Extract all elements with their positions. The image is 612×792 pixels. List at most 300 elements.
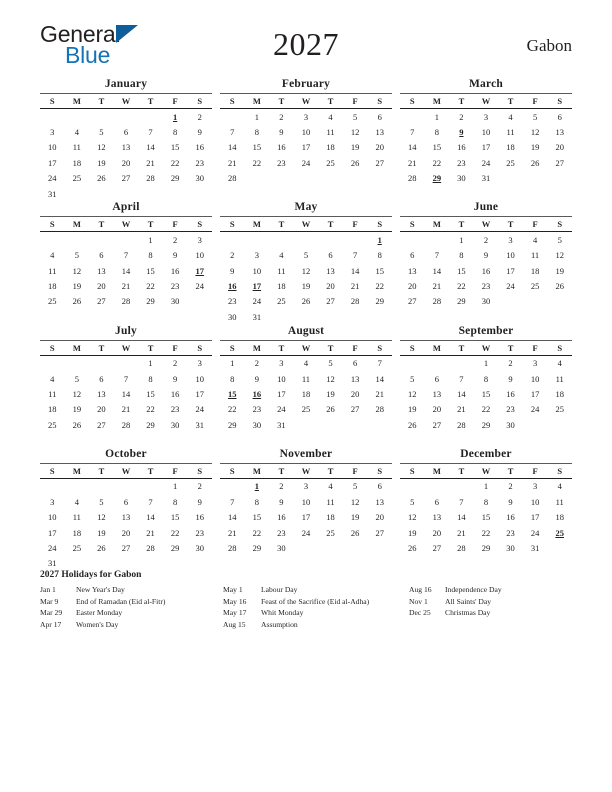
day-cell[interactable]: 20: [121, 527, 131, 538]
day-cell[interactable]: 25: [326, 527, 335, 538]
day-cell[interactable]: 11: [48, 265, 57, 276]
day-cell[interactable]: 26: [530, 157, 540, 168]
day-cell[interactable]: 30: [481, 296, 491, 307]
day-cell[interactable]: 6: [557, 111, 562, 122]
day-cell[interactable]: 24: [530, 527, 540, 538]
day-cell[interactable]: 5: [532, 111, 538, 122]
day-cell[interactable]: 27: [121, 542, 131, 553]
day-cell-holiday[interactable]: 9: [459, 127, 464, 138]
day-cell[interactable]: 20: [375, 142, 384, 153]
day-cell[interactable]: 3: [483, 111, 489, 122]
day-cell[interactable]: 26: [72, 419, 82, 430]
day-cell[interactable]: 7: [123, 373, 129, 384]
day-cell[interactable]: 5: [352, 111, 358, 122]
day-cell[interactable]: 8: [434, 127, 439, 138]
day-cell[interactable]: 12: [97, 512, 106, 523]
day-cell-holiday[interactable]: 1: [377, 234, 382, 245]
day-cell[interactable]: 5: [410, 373, 415, 384]
day-cell[interactable]: 18: [277, 281, 286, 292]
day-cell[interactable]: 15: [252, 142, 262, 153]
day-cell[interactable]: 19: [301, 281, 311, 292]
day-cell[interactable]: 22: [252, 527, 262, 538]
day-cell[interactable]: 12: [301, 265, 311, 276]
day-cell-holiday[interactable]: 15: [228, 388, 237, 399]
day-cell[interactable]: 10: [506, 250, 515, 261]
day-cell[interactable]: 3: [303, 111, 309, 122]
day-cell[interactable]: 25: [72, 173, 82, 184]
day-cell[interactable]: 19: [97, 157, 106, 168]
day-cell[interactable]: 31: [195, 419, 204, 430]
day-cell[interactable]: 5: [303, 250, 309, 261]
day-cell[interactable]: 9: [230, 265, 235, 276]
day-cell[interactable]: 27: [375, 157, 384, 168]
day-cell[interactable]: 14: [228, 512, 237, 523]
day-cell[interactable]: 17: [506, 265, 515, 276]
day-cell[interactable]: 20: [350, 388, 360, 399]
day-cell[interactable]: 12: [408, 388, 417, 399]
day-cell[interactable]: 17: [301, 512, 311, 523]
day-cell[interactable]: 3: [532, 481, 538, 492]
day-cell[interactable]: 19: [530, 142, 540, 153]
day-cell[interactable]: 27: [350, 404, 360, 415]
day-cell[interactable]: 8: [254, 496, 259, 507]
day-cell[interactable]: 7: [434, 250, 439, 261]
day-cell[interactable]: 14: [457, 512, 466, 523]
day-cell[interactable]: 12: [97, 142, 106, 153]
day-cell[interactable]: 21: [228, 527, 237, 538]
day-cell[interactable]: 14: [375, 373, 384, 384]
day-cell[interactable]: 18: [326, 142, 335, 153]
day-cell[interactable]: 15: [146, 265, 155, 276]
day-cell[interactable]: 30: [506, 419, 515, 430]
day-cell[interactable]: 25: [506, 157, 515, 168]
day-cell[interactable]: 15: [481, 388, 491, 399]
day-cell[interactable]: 10: [481, 127, 491, 138]
day-cell[interactable]: 10: [277, 373, 286, 384]
day-cell[interactable]: 1: [459, 234, 464, 245]
day-cell-holiday[interactable]: 29: [432, 173, 442, 184]
day-cell[interactable]: 25: [326, 157, 335, 168]
day-cell[interactable]: 13: [375, 127, 384, 138]
day-cell[interactable]: 9: [508, 373, 513, 384]
day-cell[interactable]: 8: [172, 496, 178, 507]
day-cell-holiday[interactable]: 17: [195, 265, 204, 276]
day-cell[interactable]: 26: [555, 281, 564, 292]
day-cell[interactable]: 8: [148, 373, 153, 384]
day-cell[interactable]: 10: [530, 496, 540, 507]
day-cell[interactable]: 4: [328, 481, 333, 492]
day-cell[interactable]: 20: [121, 157, 131, 168]
day-cell[interactable]: 11: [301, 373, 311, 384]
day-cell[interactable]: 11: [72, 512, 81, 523]
day-cell[interactable]: 21: [375, 388, 384, 399]
day-cell[interactable]: 15: [457, 265, 466, 276]
day-cell[interactable]: 20: [555, 142, 564, 153]
day-cell[interactable]: 18: [506, 142, 515, 153]
day-cell[interactable]: 3: [197, 234, 202, 245]
day-cell[interactable]: 14: [457, 388, 466, 399]
day-cell[interactable]: 24: [277, 404, 286, 415]
day-cell[interactable]: 16: [506, 512, 515, 523]
day-cell[interactable]: 25: [277, 296, 286, 307]
day-cell[interactable]: 11: [48, 388, 57, 399]
day-cell[interactable]: 3: [508, 234, 513, 245]
day-cell[interactable]: 27: [97, 419, 106, 430]
day-cell[interactable]: 22: [146, 281, 155, 292]
day-cell[interactable]: 14: [121, 388, 131, 399]
day-cell[interactable]: 21: [350, 281, 360, 292]
day-cell[interactable]: 21: [228, 157, 237, 168]
day-cell[interactable]: 19: [97, 527, 106, 538]
day-cell[interactable]: 26: [408, 542, 417, 553]
day-cell[interactable]: 3: [254, 250, 259, 261]
day-cell[interactable]: 4: [303, 358, 309, 369]
day-cell[interactable]: 10: [530, 373, 540, 384]
day-cell[interactable]: 11: [326, 127, 335, 138]
day-cell[interactable]: 23: [170, 281, 180, 292]
day-cell[interactable]: 16: [170, 265, 180, 276]
day-cell[interactable]: 20: [326, 281, 335, 292]
day-cell[interactable]: 28: [121, 296, 131, 307]
day-cell[interactable]: 26: [408, 419, 417, 430]
day-cell[interactable]: 28: [228, 542, 237, 553]
day-cell[interactable]: 16: [195, 142, 204, 153]
day-cell[interactable]: 2: [459, 111, 464, 122]
day-cell[interactable]: 8: [254, 127, 259, 138]
day-cell[interactable]: 6: [123, 127, 129, 138]
day-cell[interactable]: 6: [328, 250, 333, 261]
day-cell[interactable]: 19: [72, 404, 82, 415]
day-cell[interactable]: 25: [555, 404, 564, 415]
day-cell[interactable]: 3: [50, 496, 55, 507]
day-cell[interactable]: 3: [532, 358, 538, 369]
day-cell[interactable]: 25: [48, 296, 57, 307]
day-cell[interactable]: 30: [170, 419, 180, 430]
day-cell[interactable]: 2: [172, 358, 178, 369]
day-cell[interactable]: 10: [195, 373, 204, 384]
day-cell-holiday[interactable]: 25: [555, 527, 564, 538]
day-cell[interactable]: 15: [432, 142, 442, 153]
day-cell[interactable]: 20: [375, 512, 384, 523]
day-cell[interactable]: 29: [170, 542, 180, 553]
day-cell[interactable]: 16: [506, 388, 515, 399]
day-cell[interactable]: 17: [48, 527, 57, 538]
day-cell[interactable]: 5: [328, 358, 333, 369]
day-cell[interactable]: 26: [301, 296, 311, 307]
day-cell[interactable]: 28: [457, 542, 466, 553]
day-cell[interactable]: 14: [121, 265, 131, 276]
day-cell[interactable]: 12: [530, 127, 540, 138]
day-cell[interactable]: 4: [508, 111, 513, 122]
day-cell[interactable]: 11: [326, 496, 335, 507]
day-cell[interactable]: 28: [146, 173, 155, 184]
day-cell[interactable]: 15: [146, 388, 155, 399]
day-cell[interactable]: 6: [352, 358, 358, 369]
day-cell[interactable]: 3: [50, 127, 55, 138]
day-cell[interactable]: 9: [254, 373, 259, 384]
day-cell[interactable]: 1: [172, 481, 178, 492]
day-cell[interactable]: 16: [481, 265, 491, 276]
day-cell[interactable]: 5: [99, 127, 104, 138]
day-cell[interactable]: 7: [377, 358, 382, 369]
day-cell[interactable]: 9: [172, 373, 178, 384]
day-cell[interactable]: 28: [350, 296, 360, 307]
day-cell[interactable]: 13: [97, 265, 106, 276]
day-cell[interactable]: 1: [483, 358, 489, 369]
day-cell[interactable]: 31: [252, 311, 262, 322]
day-cell[interactable]: 28: [121, 419, 131, 430]
day-cell[interactable]: 25: [72, 542, 82, 553]
day-cell[interactable]: 2: [508, 481, 513, 492]
day-cell[interactable]: 19: [408, 404, 417, 415]
day-cell[interactable]: 5: [74, 250, 79, 261]
day-cell[interactable]: 7: [410, 127, 415, 138]
day-cell[interactable]: 11: [506, 127, 515, 138]
day-cell[interactable]: 23: [228, 296, 237, 307]
day-cell[interactable]: 19: [72, 281, 82, 292]
day-cell[interactable]: 7: [148, 496, 153, 507]
day-cell[interactable]: 18: [72, 527, 82, 538]
day-cell[interactable]: 2: [230, 250, 235, 261]
day-cell[interactable]: 21: [146, 527, 155, 538]
day-cell[interactable]: 21: [432, 281, 442, 292]
day-cell[interactable]: 13: [375, 496, 384, 507]
day-cell[interactable]: 26: [97, 173, 106, 184]
day-cell[interactable]: 30: [228, 311, 237, 322]
day-cell[interactable]: 20: [97, 404, 106, 415]
day-cell[interactable]: 24: [195, 281, 204, 292]
day-cell[interactable]: 23: [195, 157, 204, 168]
day-cell[interactable]: 16: [195, 512, 204, 523]
day-cell[interactable]: 28: [432, 296, 442, 307]
day-cell[interactable]: 5: [352, 481, 358, 492]
day-cell[interactable]: 10: [301, 496, 311, 507]
day-cell[interactable]: 21: [146, 157, 155, 168]
day-cell[interactable]: 15: [170, 142, 180, 153]
day-cell[interactable]: 13: [432, 512, 442, 523]
day-cell[interactable]: 2: [197, 481, 202, 492]
day-cell[interactable]: 29: [375, 296, 384, 307]
day-cell[interactable]: 29: [170, 173, 180, 184]
day-cell[interactable]: 2: [279, 111, 284, 122]
day-cell[interactable]: 9: [483, 250, 489, 261]
day-cell[interactable]: 3: [279, 358, 284, 369]
day-cell[interactable]: 8: [459, 250, 464, 261]
day-cell[interactable]: 3: [303, 481, 309, 492]
day-cell[interactable]: 1: [483, 481, 489, 492]
day-cell[interactable]: 29: [228, 419, 237, 430]
day-cell[interactable]: 10: [48, 142, 57, 153]
day-cell[interactable]: 24: [481, 157, 491, 168]
day-cell[interactable]: 8: [483, 373, 489, 384]
day-cell[interactable]: 23: [252, 404, 262, 415]
day-cell[interactable]: 20: [432, 527, 442, 538]
day-cell[interactable]: 16: [277, 142, 286, 153]
day-cell[interactable]: 13: [408, 265, 417, 276]
day-cell[interactable]: 17: [481, 142, 491, 153]
day-cell[interactable]: 14: [432, 265, 442, 276]
day-cell[interactable]: 20: [97, 281, 106, 292]
day-cell[interactable]: 23: [170, 404, 180, 415]
day-cell[interactable]: 27: [121, 173, 131, 184]
day-cell[interactable]: 19: [350, 512, 360, 523]
day-cell[interactable]: 12: [350, 127, 360, 138]
day-cell[interactable]: 1: [254, 111, 259, 122]
day-cell[interactable]: 29: [252, 542, 262, 553]
day-cell[interactable]: 24: [195, 404, 204, 415]
day-cell[interactable]: 14: [228, 142, 237, 153]
day-cell[interactable]: 26: [326, 404, 335, 415]
day-cell[interactable]: 8: [230, 373, 235, 384]
day-cell[interactable]: 22: [457, 281, 466, 292]
day-cell[interactable]: 12: [72, 265, 82, 276]
day-cell[interactable]: 11: [555, 373, 564, 384]
day-cell[interactable]: 8: [148, 250, 153, 261]
day-cell[interactable]: 14: [350, 265, 360, 276]
day-cell[interactable]: 5: [74, 373, 79, 384]
day-cell[interactable]: 21: [121, 404, 131, 415]
day-cell[interactable]: 18: [530, 265, 540, 276]
day-cell[interactable]: 4: [328, 111, 333, 122]
day-cell[interactable]: 29: [146, 296, 155, 307]
day-cell[interactable]: 28: [408, 173, 417, 184]
day-cell[interactable]: 29: [457, 296, 466, 307]
day-cell[interactable]: 28: [457, 419, 466, 430]
day-cell[interactable]: 18: [555, 512, 564, 523]
day-cell[interactable]: 14: [146, 512, 155, 523]
day-cell[interactable]: 30: [277, 542, 286, 553]
day-cell[interactable]: 14: [146, 142, 155, 153]
day-cell[interactable]: 2: [254, 358, 259, 369]
day-cell[interactable]: 21: [457, 527, 466, 538]
day-cell-holiday[interactable]: 1: [172, 111, 178, 122]
day-cell[interactable]: 6: [99, 250, 104, 261]
day-cell[interactable]: 5: [410, 496, 415, 507]
day-cell[interactable]: 8: [172, 127, 178, 138]
day-cell[interactable]: 15: [170, 512, 180, 523]
day-cell[interactable]: 24: [530, 404, 540, 415]
day-cell[interactable]: 29: [481, 542, 491, 553]
day-cell[interactable]: 23: [481, 281, 491, 292]
day-cell[interactable]: 8: [377, 250, 382, 261]
day-cell[interactable]: 7: [459, 496, 464, 507]
day-cell[interactable]: 27: [97, 296, 106, 307]
day-cell[interactable]: 12: [555, 250, 564, 261]
day-cell[interactable]: 11: [555, 496, 564, 507]
day-cell[interactable]: 12: [408, 512, 417, 523]
day-cell[interactable]: 22: [432, 157, 442, 168]
day-cell[interactable]: 1: [148, 358, 153, 369]
day-cell[interactable]: 20: [432, 404, 442, 415]
day-cell[interactable]: 30: [457, 173, 466, 184]
day-cell[interactable]: 22: [228, 404, 237, 415]
day-cell[interactable]: 27: [326, 296, 335, 307]
day-cell[interactable]: 10: [48, 512, 57, 523]
day-cell-holiday[interactable]: 1: [254, 481, 259, 492]
day-cell[interactable]: 31: [48, 558, 57, 569]
day-cell[interactable]: 1: [148, 234, 153, 245]
day-cell[interactable]: 7: [230, 127, 235, 138]
day-cell[interactable]: 6: [99, 373, 104, 384]
day-cell[interactable]: 30: [195, 173, 204, 184]
day-cell[interactable]: 4: [532, 234, 538, 245]
day-cell[interactable]: 21: [121, 281, 131, 292]
day-cell[interactable]: 17: [301, 142, 311, 153]
day-cell[interactable]: 4: [557, 358, 562, 369]
day-cell[interactable]: 22: [375, 281, 384, 292]
day-cell[interactable]: 22: [481, 527, 491, 538]
day-cell[interactable]: 7: [230, 496, 235, 507]
day-cell[interactable]: 18: [48, 404, 57, 415]
day-cell[interactable]: 23: [506, 527, 515, 538]
day-cell[interactable]: 25: [301, 404, 311, 415]
day-cell[interactable]: 22: [170, 527, 180, 538]
day-cell[interactable]: 9: [197, 496, 202, 507]
day-cell[interactable]: 13: [97, 388, 106, 399]
day-cell[interactable]: 2: [508, 358, 513, 369]
day-cell[interactable]: 8: [483, 496, 489, 507]
day-cell[interactable]: 5: [99, 496, 104, 507]
day-cell[interactable]: 23: [277, 527, 286, 538]
day-cell[interactable]: 31: [48, 188, 57, 199]
day-cell[interactable]: 6: [123, 496, 129, 507]
day-cell[interactable]: 21: [457, 404, 466, 415]
day-cell[interactable]: 6: [377, 481, 382, 492]
day-cell[interactable]: 28: [375, 404, 384, 415]
day-cell[interactable]: 19: [350, 142, 360, 153]
day-cell[interactable]: 24: [252, 296, 262, 307]
day-cell[interactable]: 22: [481, 404, 491, 415]
day-cell[interactable]: 6: [434, 496, 439, 507]
day-cell[interactable]: 27: [408, 296, 417, 307]
day-cell[interactable]: 23: [277, 157, 286, 168]
day-cell[interactable]: 10: [301, 127, 311, 138]
day-cell[interactable]: 24: [48, 173, 57, 184]
day-cell[interactable]: 24: [301, 527, 311, 538]
day-cell[interactable]: 4: [557, 481, 562, 492]
day-cell[interactable]: 12: [350, 496, 360, 507]
day-cell[interactable]: 7: [459, 373, 464, 384]
day-cell[interactable]: 9: [197, 127, 202, 138]
day-cell[interactable]: 26: [72, 296, 82, 307]
day-cell[interactable]: 18: [72, 157, 82, 168]
day-cell[interactable]: 12: [72, 388, 82, 399]
day-cell[interactable]: 13: [350, 373, 360, 384]
day-cell[interactable]: 27: [375, 527, 384, 538]
day-cell[interactable]: 28: [146, 542, 155, 553]
day-cell[interactable]: 11: [277, 265, 286, 276]
day-cell[interactable]: 27: [432, 419, 442, 430]
day-cell[interactable]: 31: [481, 173, 491, 184]
day-cell[interactable]: 9: [279, 496, 284, 507]
day-cell[interactable]: 15: [481, 512, 491, 523]
day-cell[interactable]: 29: [146, 419, 155, 430]
day-cell[interactable]: 11: [531, 250, 540, 261]
day-cell[interactable]: 2: [483, 234, 489, 245]
day-cell[interactable]: 30: [252, 419, 262, 430]
day-cell[interactable]: 14: [408, 142, 417, 153]
day-cell[interactable]: 13: [555, 127, 564, 138]
day-cell[interactable]: 2: [279, 481, 284, 492]
day-cell[interactable]: 26: [350, 527, 360, 538]
day-cell-holiday[interactable]: 17: [252, 281, 262, 292]
day-cell[interactable]: 31: [530, 542, 540, 553]
day-cell[interactable]: 17: [277, 388, 286, 399]
day-cell[interactable]: 4: [74, 127, 79, 138]
day-cell[interactable]: 9: [508, 496, 513, 507]
day-cell[interactable]: 30: [506, 542, 515, 553]
day-cell[interactable]: 15: [375, 265, 384, 276]
